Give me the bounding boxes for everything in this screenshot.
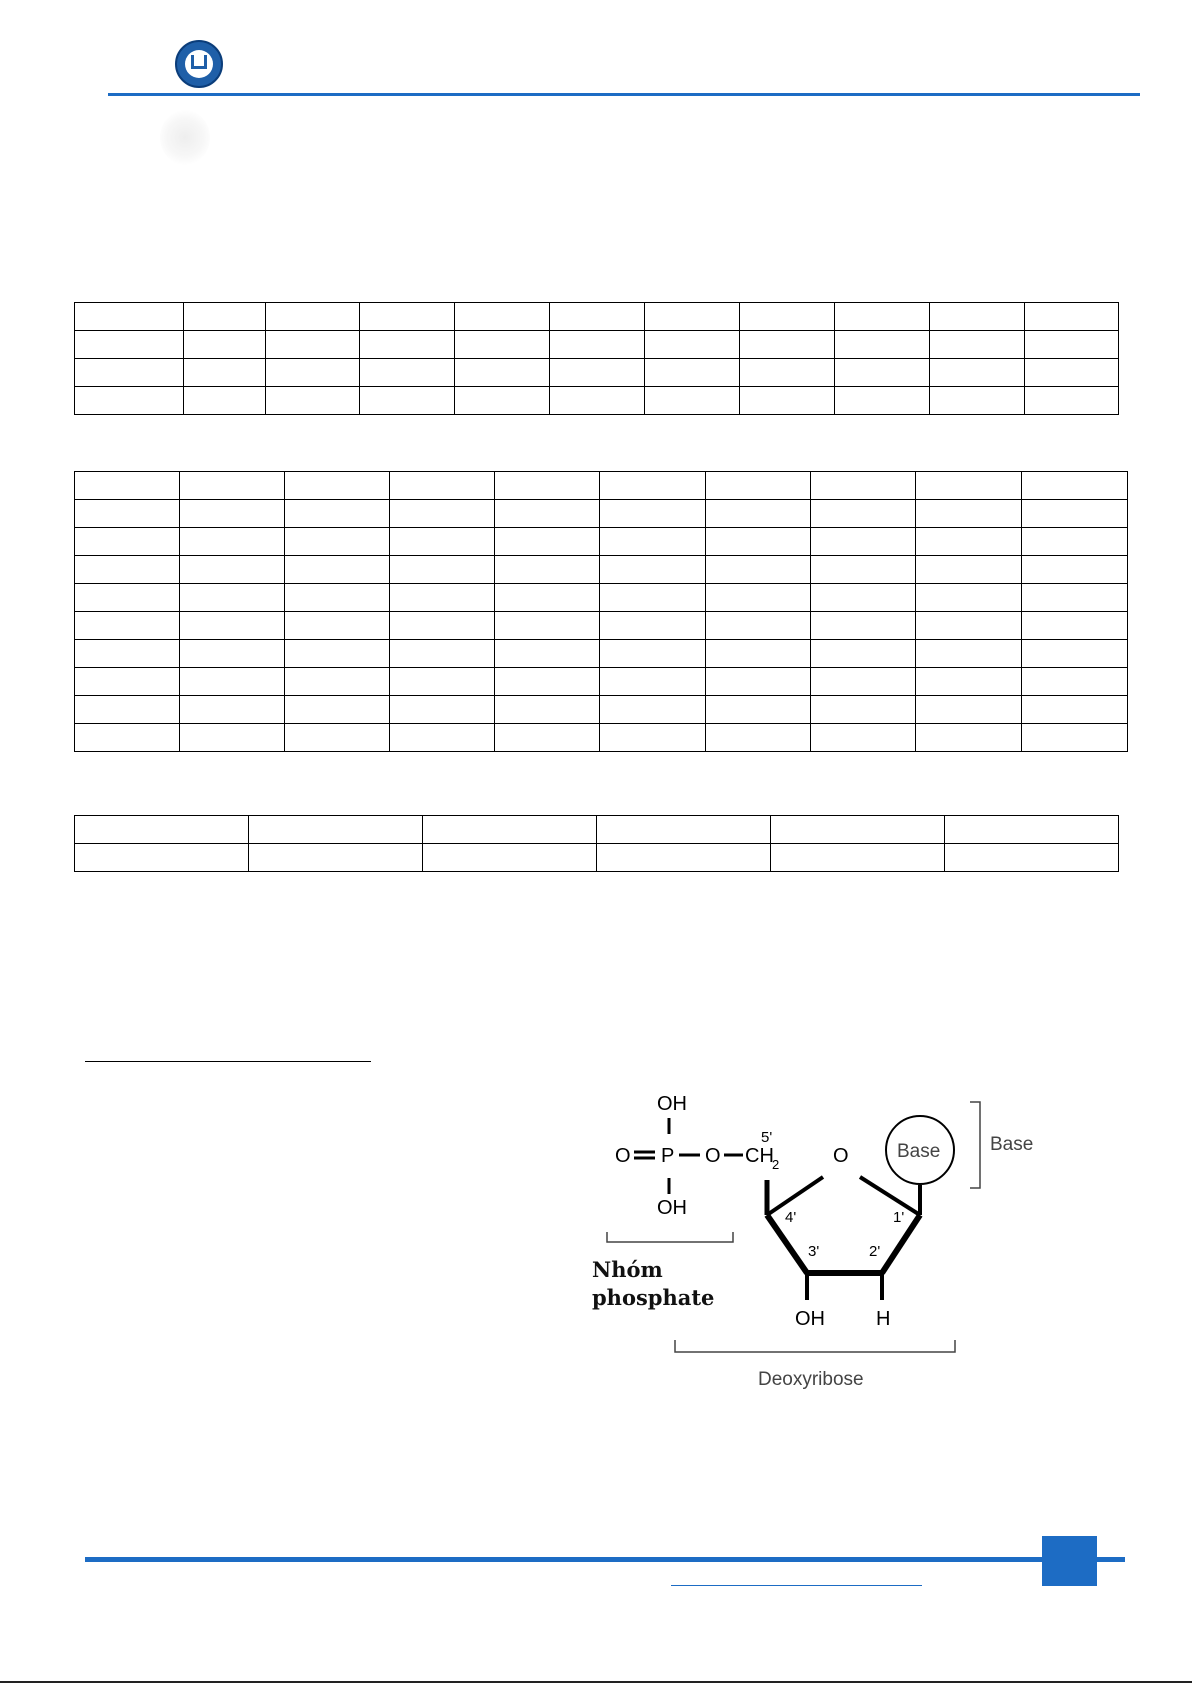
table-cell [180, 612, 285, 640]
table-cell [597, 844, 771, 872]
table-cell [916, 724, 1022, 752]
table-cell [495, 724, 600, 752]
table-cell [706, 612, 811, 640]
table-cell [495, 556, 600, 584]
table-row [75, 612, 1128, 640]
table-cell [550, 331, 645, 359]
table-cell [390, 472, 495, 500]
table-cell [390, 612, 495, 640]
table-cell [1025, 331, 1119, 359]
table-cell [550, 387, 645, 415]
table-cell [600, 668, 706, 696]
table-cell [75, 696, 180, 724]
table-cell [550, 303, 645, 331]
table-cell [75, 528, 180, 556]
table-row [75, 359, 1119, 387]
table-row [75, 387, 1119, 415]
table-cell [1022, 612, 1128, 640]
table-cell [75, 612, 180, 640]
table-row [75, 668, 1128, 696]
table-cell [75, 844, 249, 872]
table-cell [266, 359, 360, 387]
table-cell [495, 584, 600, 612]
table-cell [916, 640, 1022, 668]
table-cell [75, 303, 184, 331]
table-cell [285, 724, 390, 752]
table-cell [285, 612, 390, 640]
table-cell [811, 556, 916, 584]
table-cell [285, 528, 390, 556]
table-cell [495, 500, 600, 528]
table-cell [1025, 303, 1119, 331]
table-cell [835, 331, 930, 359]
table-cell [600, 696, 706, 724]
table-cell [75, 331, 184, 359]
p-label: P [661, 1145, 675, 1167]
table-cell [75, 816, 249, 844]
table-cell [360, 359, 455, 387]
sugar-label: Deoxyribose [758, 1369, 864, 1390]
table-cell [75, 640, 180, 668]
table-cell [180, 528, 285, 556]
table-cell [390, 528, 495, 556]
table-cell [180, 696, 285, 724]
table-cell [390, 556, 495, 584]
table-cell [75, 472, 180, 500]
table-cell [495, 696, 600, 724]
page-number-box [1042, 1536, 1097, 1586]
table-cell [811, 584, 916, 612]
oh-3-label: OH [795, 1308, 825, 1330]
table-cell [835, 387, 930, 415]
table-cell [423, 816, 597, 844]
table-cell [600, 500, 706, 528]
table-cell [706, 640, 811, 668]
pos-c4: 4' [785, 1209, 797, 1226]
table-cell [1022, 528, 1128, 556]
table-cell [835, 303, 930, 331]
base-label: Base [990, 1134, 1034, 1155]
table-cell [180, 668, 285, 696]
table-cell [495, 640, 600, 668]
table-cell [75, 724, 180, 752]
table-cell [916, 500, 1022, 528]
table-cell [930, 331, 1025, 359]
table-cell [360, 303, 455, 331]
table-cell [455, 331, 550, 359]
o-double-label: O [615, 1145, 631, 1167]
table-cell [835, 359, 930, 387]
phosphate-label-1: Nhóm [592, 1257, 663, 1282]
o-link-label: O [705, 1145, 721, 1167]
table-cell [495, 472, 600, 500]
table-cell [390, 696, 495, 724]
table-cell [285, 696, 390, 724]
table-cell [645, 387, 740, 415]
table-cell [811, 528, 916, 556]
table-cell [360, 331, 455, 359]
table-cell [423, 844, 597, 872]
table-row [75, 472, 1128, 500]
header-rule [108, 93, 1140, 96]
table-cell [455, 359, 550, 387]
table-cell [285, 472, 390, 500]
table-cell [390, 668, 495, 696]
table-cell [706, 556, 811, 584]
table-cell [1022, 668, 1128, 696]
table-cell [249, 816, 423, 844]
table-cell [285, 584, 390, 612]
table-cell [390, 724, 495, 752]
table-cell [706, 472, 811, 500]
table-cell [916, 696, 1022, 724]
table-cell [1022, 584, 1128, 612]
table-cell [600, 612, 706, 640]
table-cell [1022, 640, 1128, 668]
h-2-label: H [876, 1308, 891, 1330]
table-cell [285, 500, 390, 528]
table-cell [740, 331, 835, 359]
table-cell [771, 844, 945, 872]
table-row [75, 844, 1119, 872]
table-cell [811, 724, 916, 752]
table-cell [390, 500, 495, 528]
phosphate-bracket [607, 1232, 733, 1242]
table-cell [249, 844, 423, 872]
table-cell [811, 612, 916, 640]
table-cell [184, 331, 266, 359]
table-cell [916, 472, 1022, 500]
table-cell [916, 612, 1022, 640]
pos-c1: 1' [893, 1209, 905, 1226]
table-cell [811, 472, 916, 500]
table-cell [1022, 696, 1128, 724]
table-cell [706, 668, 811, 696]
logo [175, 40, 223, 88]
table-cell [811, 500, 916, 528]
table-cell [180, 556, 285, 584]
table-cell [706, 724, 811, 752]
oh-bottom-label: OH [657, 1197, 687, 1219]
table-row [75, 303, 1119, 331]
table-row [75, 528, 1128, 556]
table-cell [360, 387, 455, 415]
table-cell [266, 331, 360, 359]
table-cell [916, 556, 1022, 584]
table-cell [600, 528, 706, 556]
table-cell [740, 359, 835, 387]
table-cell [916, 528, 1022, 556]
table-cell [180, 500, 285, 528]
table-row [75, 556, 1128, 584]
scan-smudge [160, 110, 210, 165]
base-bracket [970, 1102, 980, 1188]
ch2-label: CH [745, 1145, 774, 1167]
table-cell [811, 640, 916, 668]
table-1 [74, 302, 1119, 415]
table-row [75, 331, 1119, 359]
table-cell [285, 640, 390, 668]
table-row [75, 584, 1128, 612]
table-cell [266, 303, 360, 331]
table-cell [1025, 359, 1119, 387]
table-cell [771, 816, 945, 844]
table-cell [495, 528, 600, 556]
table-cell [75, 500, 180, 528]
book-icon [191, 55, 207, 69]
table-cell [1025, 387, 1119, 415]
table-cell [706, 528, 811, 556]
table-cell [945, 844, 1119, 872]
table-cell [740, 387, 835, 415]
table-cell [75, 584, 180, 612]
table-cell [285, 556, 390, 584]
table-cell [495, 612, 600, 640]
table-cell [597, 816, 771, 844]
table-cell [916, 584, 1022, 612]
table-cell [75, 359, 184, 387]
sugar-bracket [675, 1340, 955, 1352]
table-cell [1022, 724, 1128, 752]
table-cell [184, 359, 266, 387]
table-cell [811, 696, 916, 724]
ring-o-label: O [833, 1145, 849, 1167]
table-cell [75, 668, 180, 696]
ch2-subscript: 2 [772, 1157, 780, 1172]
table-cell [455, 303, 550, 331]
table-cell [930, 387, 1025, 415]
table-cell [600, 724, 706, 752]
table-cell [706, 500, 811, 528]
table-cell [930, 359, 1025, 387]
table-cell [75, 556, 180, 584]
pos-c5: 5' [761, 1129, 773, 1146]
table-cell [180, 584, 285, 612]
pos-c3: 3' [808, 1243, 820, 1260]
table-cell [600, 584, 706, 612]
section-underline [85, 1061, 371, 1062]
table-row [75, 816, 1119, 844]
table-2 [74, 471, 1128, 752]
table-cell [1022, 472, 1128, 500]
table-row [75, 696, 1128, 724]
table-cell [600, 640, 706, 668]
oh-top-label: OH [657, 1093, 687, 1115]
table-cell [180, 640, 285, 668]
table-cell [645, 359, 740, 387]
base-circle-label: Base [897, 1141, 941, 1162]
deoxyribonucleotide-diagram [575, 1090, 1050, 1400]
table-cell [916, 668, 1022, 696]
table-cell [495, 668, 600, 696]
table-cell [945, 816, 1119, 844]
phosphate-label-2: phosphate [592, 1285, 715, 1310]
table-cell [645, 331, 740, 359]
table-cell [390, 640, 495, 668]
table-cell [600, 472, 706, 500]
table-cell [455, 387, 550, 415]
pos-c2: 2' [869, 1243, 881, 1260]
table-cell [706, 696, 811, 724]
table-cell [180, 724, 285, 752]
table-row [75, 500, 1128, 528]
table-cell [600, 556, 706, 584]
table-cell [740, 303, 835, 331]
table-cell [180, 472, 285, 500]
table-cell [930, 303, 1025, 331]
table-cell [645, 303, 740, 331]
table-row [75, 640, 1128, 668]
table-cell [285, 668, 390, 696]
page-bottom-edge [0, 1681, 1192, 1683]
table-cell [184, 303, 266, 331]
table-cell [184, 387, 266, 415]
table-cell [811, 668, 916, 696]
table-cell [1022, 556, 1128, 584]
table-cell [550, 359, 645, 387]
footer-rule [85, 1557, 1125, 1562]
table-row [75, 724, 1128, 752]
table-3 [74, 815, 1119, 872]
table-cell [75, 387, 184, 415]
table-cell [266, 387, 360, 415]
table-cell [390, 584, 495, 612]
table-cell [1022, 500, 1128, 528]
footer-link-underline[interactable] [671, 1585, 922, 1586]
table-cell [706, 584, 811, 612]
